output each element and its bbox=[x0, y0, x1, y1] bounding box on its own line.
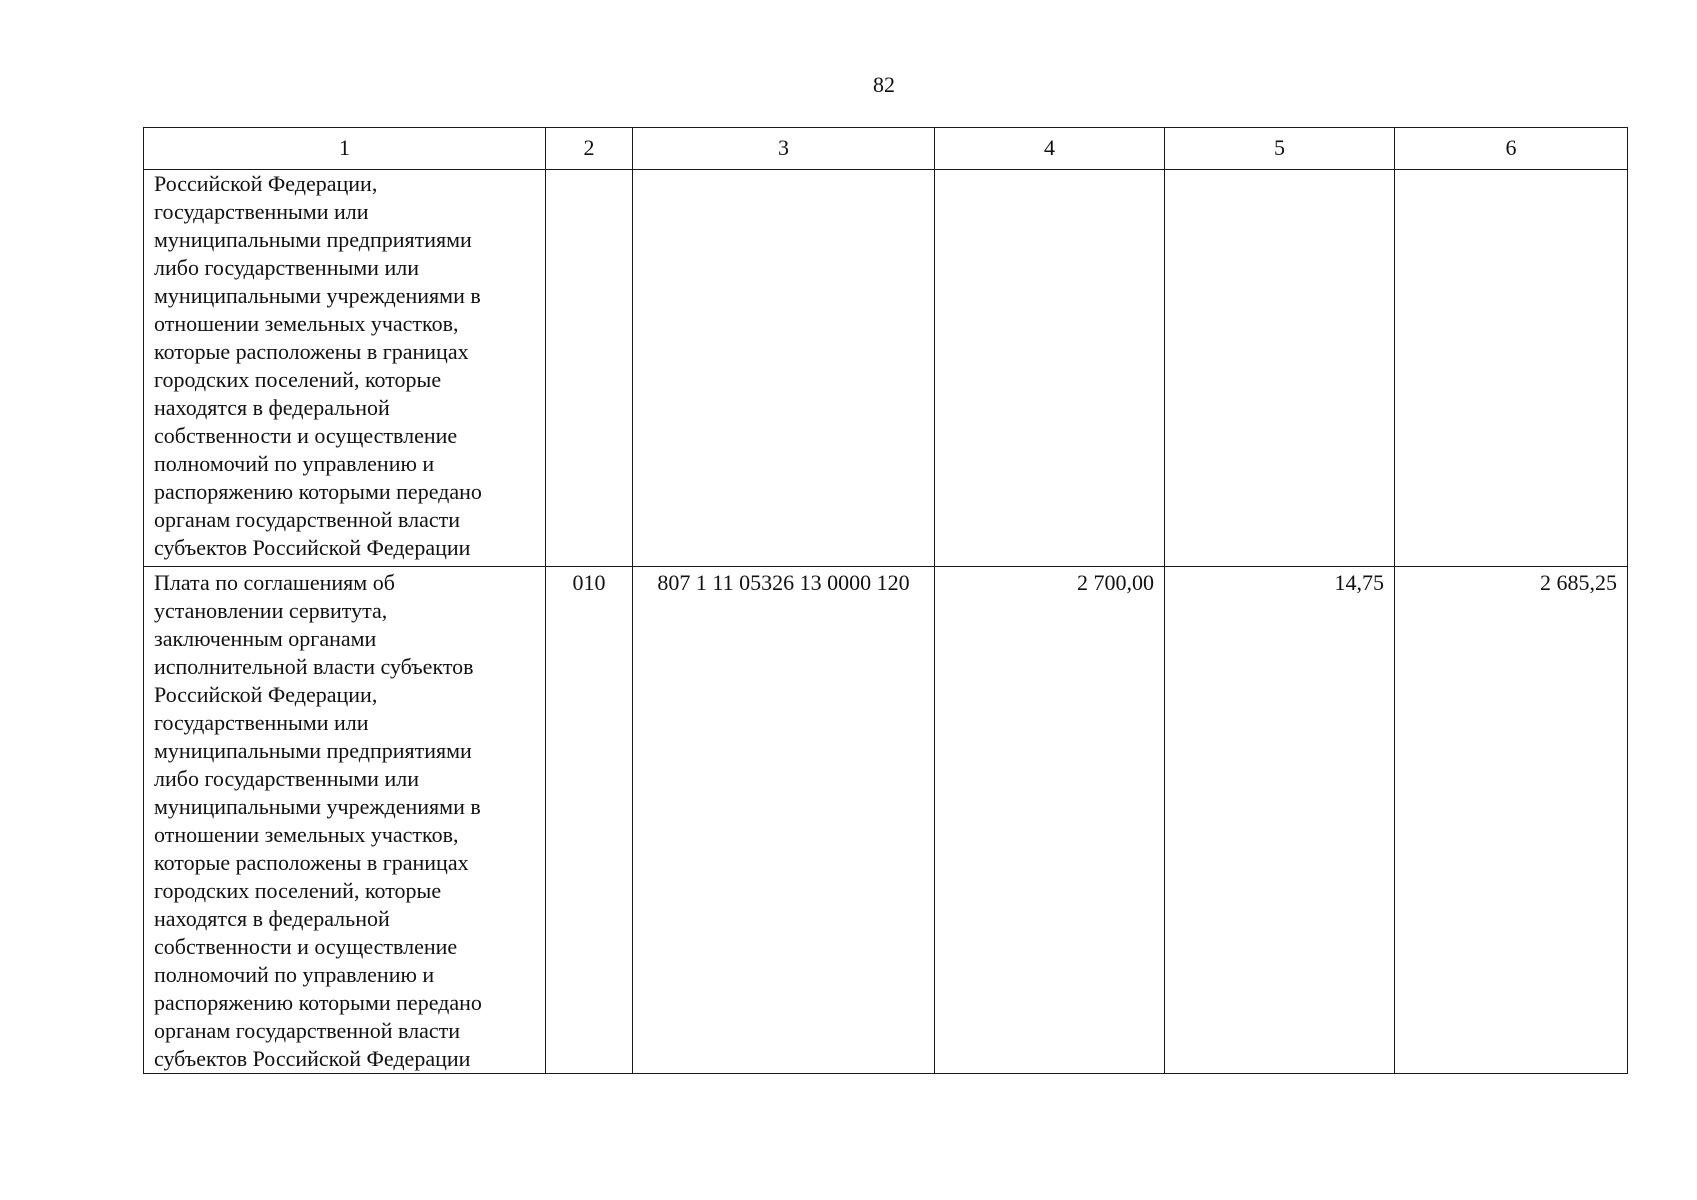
row-remaining-cell: 2 685,25 bbox=[1395, 567, 1628, 1074]
table-body bbox=[144, 170, 1628, 1074]
table-row bbox=[144, 170, 1628, 567]
row-plan-cell: 2 700,00 bbox=[935, 567, 1165, 1074]
row-code-cell: 010 bbox=[546, 567, 633, 1074]
row-name-cell: Плата по соглашениям об установлении сервитута, заключенным органами исполнительной власти субъектов Российской Федерации, государственными или муниципальными предприятиями либо государственными или муниципальными учреждениями в отношении земельных участков, которые расположены в границах городских поселений, которые находятся в федеральной собственности и осуществление полномочий по управлению и распоряжению которыми передано органам государственной власти субъектов Российской Федерации bbox=[144, 567, 546, 1074]
budget-table bbox=[143, 127, 1628, 1074]
row-kbk-cell bbox=[633, 170, 935, 567]
row-executed-cell: 14,75 bbox=[1165, 567, 1395, 1074]
column-header-4: 4 bbox=[935, 128, 1165, 170]
row-code-cell bbox=[546, 170, 633, 567]
column-header-5: 5 bbox=[1165, 128, 1395, 170]
column-header-2: 2 bbox=[546, 128, 633, 170]
column-header-6: 6 bbox=[1395, 128, 1628, 170]
row-name-cell: Российской Федерации, государственными или муниципальными предприятиями либо государственными или муниципальными учреждениями в отношении земельных участков, которые расположены в границах городских поселений, которые находятся в федеральной собственности и осуществление полномочий по управлению и распоряжению которыми передано органам государственной власти субъектов Российской Федерации bbox=[144, 170, 546, 567]
page-number: 82 bbox=[873, 72, 895, 97]
column-header-1: 1 bbox=[144, 128, 546, 170]
row-kbk-cell: 807 1 11 05326 13 0000 120 bbox=[633, 567, 935, 1074]
table-row bbox=[144, 567, 1628, 1074]
row-plan-cell bbox=[935, 170, 1165, 567]
header-row bbox=[144, 128, 1628, 170]
column-header-3: 3 bbox=[633, 128, 935, 170]
row-executed-cell bbox=[1165, 170, 1395, 567]
row-remaining-cell bbox=[1395, 170, 1628, 567]
table-header bbox=[144, 128, 1628, 170]
